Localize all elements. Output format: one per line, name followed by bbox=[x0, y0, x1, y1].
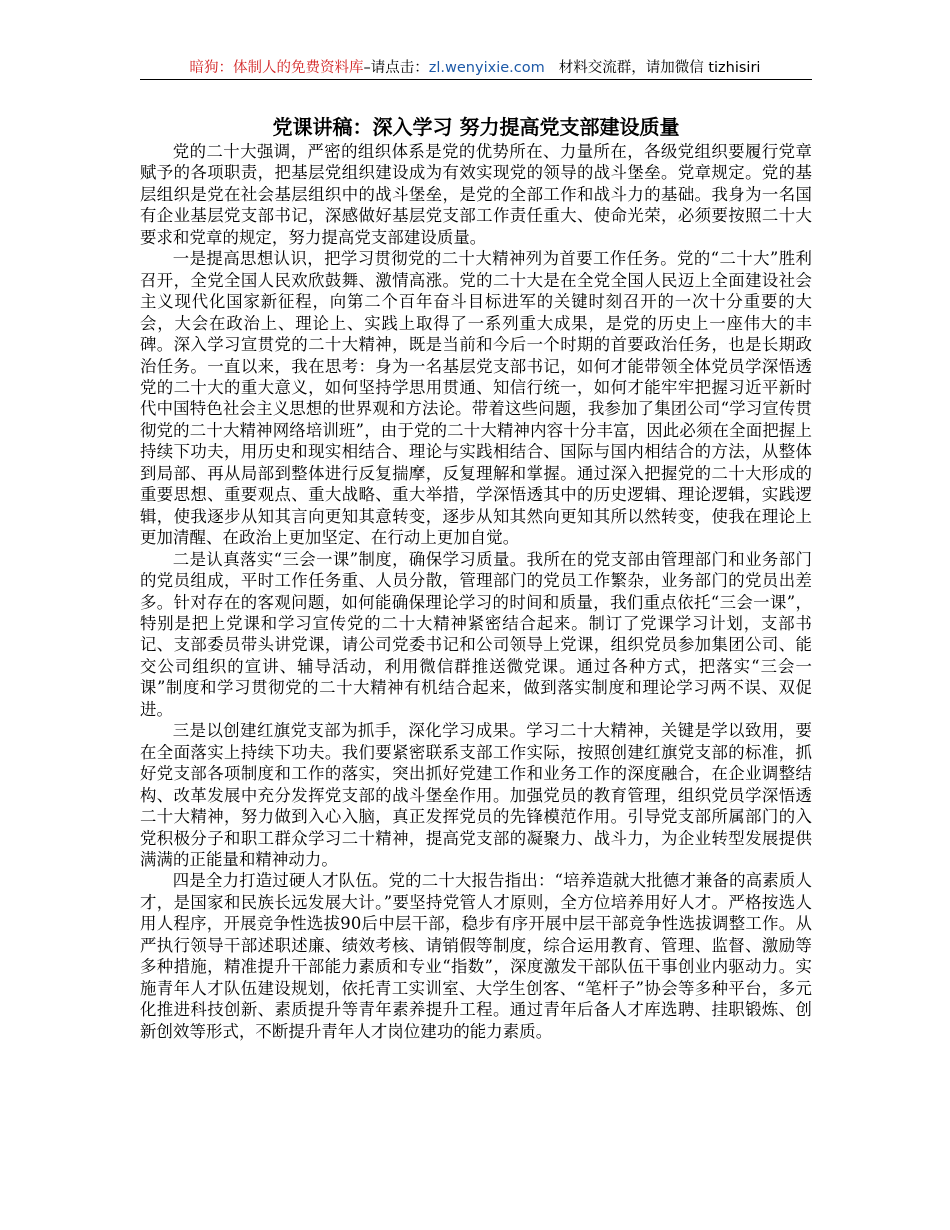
paragraph-point-2: 二是认真落实“三会一课”制度，确保学习质量。我所在的党支部由管理部门和业务部门的党员组成，平时工作任务重、人员分散，管理部门的党员工作繁杂，业务部门的党员出差多。针对存在的客观问题，如何能确保理论学习的时间和质量，我们重点依托“三会一课”，特别是把上党课和学习宣传党的二十大精神紧密结合起来。制订了党课学习计划，支部书记、支部委员带头讲党课，请公司党委书记和公司领导上党课，组织党员参加集团公司、能交公司组织的宣讲、辅导活动，利用微信群推送微党课。通过各种方式，把落实“三会一课”制度和学习贯彻党的二十大精神有机结合起来，做到落实制度和理论学习两不误、双促进。 bbox=[140, 549, 812, 719]
page-header bbox=[140, 58, 810, 80]
site-name: 暗狗：体制人的免费资料库 bbox=[189, 60, 364, 76]
document-body bbox=[140, 141, 812, 1042]
paragraph-point-4: 四是全力打造过硬人才队伍。党的二十大报告指出：“培养造就大批德才兼备的高素质人才，是国家和民族长远发展大计。”要坚持党管人才原则，全方位培养用好人才。严格按选人用人程序，开展竞争性选拔90后中层干部，稳步有序开展中层干部竞争性选拔调整工作。从严执行领导干部述职述廉、绩效考核、请销假等制度，综合运用教育、管理、监督、激励等多种措施，精准提升干部能力素质和专业“指数”，深度激发干部队伍干事创业内驱动力。实施青年人才队伍建设规划，依托青工实训室、大学生创客、“笔杆子”协会等多种平台，多元化推进科技创新、素质提升等青年素养提升工程。通过青年后备人才库选聘、挂职锻炼、创新创效等形式，不断提升青年人才岗位建功的能力素质。 bbox=[140, 871, 812, 1041]
document-title: 党课讲稿：深入学习 努力提高党支部建设质量 bbox=[272, 115, 680, 139]
paragraph-intro: 党的二十大强调，严密的组织体系是党的优势所在、力量所在，各级党组织要履行党章赋予的各项职责，把基层党组织建设成为有效实现党的领导的战斗堡垒。党章规定。党的基层组织是党在社会基层组织中的战斗堡垒，是党的全部工作和战斗力的基础。我身为一名国有企业基层党支部书记，深感做好基层党支部工作责任重大、使命光荣，必须要按照二十大要求和党章的规定，努力提高党支部建设质量。 bbox=[140, 142, 812, 247]
header-divider bbox=[140, 79, 812, 80]
site-link[interactable]: zl.wenyixie.com bbox=[428, 60, 545, 76]
header-prompt: –请点击： bbox=[363, 60, 429, 76]
paragraph-point-1: 一是提高思想认识，把学习贯彻党的二十大精神列为首要工作任务。党的“二十大”胜利召开，全党全国人民欢欣鼓舞、激情高涨。党的二十大是在全党全国人民迈上全面建设社会主义现代化国家新征程，向第二个百年奋斗目标进军的关键时刻召开的一次十分重要的大会，大会在政治上、理论上、实践上取得了一系列重大成果，是党的历史上一座伟大的丰碑。深入学习宣贯党的二十大精神，既是当前和今后一个时期的首要政治任务，也是长期政治任务。一直以来，我在思考：身为一名基层党支部书记，如何才能带领全体党员学深悟透党的二十大的重大意义，如何坚持学思用贯通、知信行统一，如何才能牢牢把握习近平新时代中国特色社会主义思想的世界观和方法论。带着这些问题，我参加了集团公司“学习宣传贯彻党的二十大精神网络培训班”，由于党的二十大精神内容十分丰富，因此必须在全面把握上持续下功夫，用历史和现实相结合、理论与实践相结合、国际与国内相结合的方法，从整体到局部、再从局部到整体进行反复揣摩，反复理解和掌握。通过深入把握党的二十大形成的重要思想、重要观点、重大战略、重大举措，学深悟透其中的历史逻辑、理论逻辑，实践逻辑，使我逐步从知其言向更知其意转变，逐步从知其然向更知其所以然转变，使我在理论上更加清醒、在政治上更加坚定、在行动上更加自觉。 bbox=[140, 249, 812, 548]
contact-info: 材料交流群，请加微信 tizhisiri bbox=[558, 60, 761, 76]
paragraph-point-3: 三是以创建红旗党支部为抓手，深化学习成果。学习二十大精神，关键是学以致用，要在全面落实上持续下功夫。我们要紧密联系支部工作实际，按照创建红旗党支部的标准，抓好党支部各项制度和工作的落实，突出抓好党建工作和业务工作的深度融合，在企业调整结构、改革发展中充分发挥党支部的战斗堡垒作用。加强党员的教育管理，组织党员学深悟透二十大精神，努力做到入心入脑，真正发挥党员的先锋模范作用。引导党支部所属部门的入党积极分子和职工群众学习二十精神，提高党支部的凝聚力、战斗力，为企业转型发展提供满满的正能量和精神动力。 bbox=[140, 721, 812, 869]
